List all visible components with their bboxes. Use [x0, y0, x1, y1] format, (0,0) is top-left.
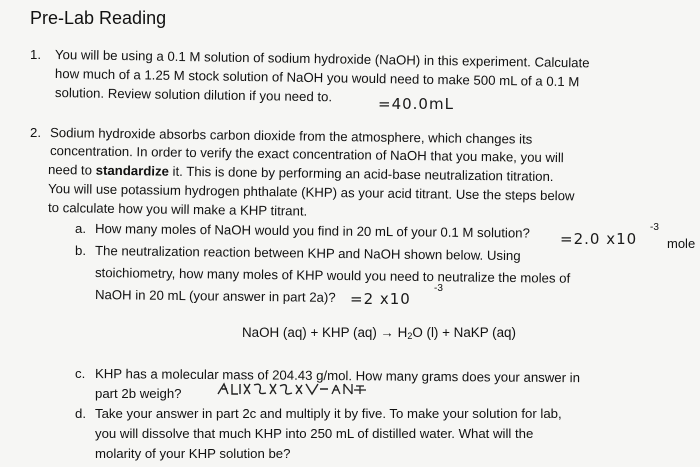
q2-line-3-start: need to — [47, 162, 96, 178]
q2-line-5: to calculate how you will make a KHP titrant. — [47, 200, 308, 219]
reaction-equation — [242, 325, 516, 341]
q2-number: 2. — [30, 125, 41, 140]
q2b-handwritten-answer: =2 x10 — [350, 290, 411, 308]
q2d-line-2: you will dissolve that much KHP into 250 mL of distilled water. What will the — [95, 426, 534, 441]
q2a-answer-exponent: -3 — [650, 222, 659, 233]
q2b-line-1: The neutralization reaction between KHP and NaOH shown below. Using — [94, 243, 521, 264]
q2a-answer-unit: mole — [667, 236, 696, 251]
q2a-letter: a. — [75, 221, 86, 236]
q2c-letter: c. — [75, 366, 86, 381]
page-title: Pre-Lab Reading — [30, 8, 167, 28]
q2c-line-2: part 2b weigh? — [95, 386, 182, 401]
q2a-handwritten-answer: =2.0 x10 — [560, 230, 638, 248]
q2-line-3 — [48, 163, 554, 183]
q2d-line-1: Take your answer in part 2c and multiply it by five. To make your solution for lab, — [95, 406, 562, 421]
q1-line-2: how much of a 1.25 M stock solution of NaOH you would need to make 500 mL of a 0.1 M — [54, 66, 580, 90]
equation-reactants: NaOH (aq) + KHP (aq) — [242, 325, 381, 340]
q2b-line-2: stoichiometry, how many moles of KHP would you need to neutralize the moles of — [94, 265, 571, 286]
equation-water-subscript: 2 — [407, 331, 413, 341]
q1-line-1: You will be using a 0.1 M solution of sodium hydroxide (NaOH) in this experiment. Calculate — [54, 47, 590, 71]
q2-line-3-end: it. This is done by performing an acid-base neutralization titration. — [168, 163, 554, 185]
q1-handwritten-answer: =40.0mL — [378, 95, 454, 113]
equation-water-h: H — [393, 325, 408, 340]
q2c-line-1: KHP has a molecular mass of 204.43 g/mol. How many grams does your answer in — [94, 366, 581, 386]
q2b-letter: b. — [75, 243, 86, 258]
equation-arrow: → — [380, 325, 394, 340]
q2b-answer-exponent: -3 — [434, 283, 443, 294]
q2-standardize-term: standardize — [95, 162, 170, 179]
q2d-letter: d. — [75, 406, 86, 421]
q1-number: 1. — [30, 47, 41, 62]
q2-line-2: concentration. In order to verify the exact concentration of NaOH that you make, you will — [49, 143, 564, 166]
q2d-line-3: molarity of your KHP solution be? — [95, 446, 291, 461]
q2b-line-3: NaOH in 20 mL (your answer in part 2a)? — [94, 287, 336, 305]
q2-line-4: You will use potassium hydrogen phthalate (KHP) as your acid titrant. Use the steps below — [47, 181, 575, 204]
q1-line-3: solution. Review solution dilution if you need to. — [54, 85, 333, 105]
equation-products: O (l) + NaKP (aq) — [412, 325, 516, 340]
crossed-out-scribble — [214, 380, 474, 400]
q2-line-1: Sodium hydroxide absorbs carbon dioxide from the atmosphere, which changes its — [49, 125, 533, 147]
q2a-question: How many moles of NaOH would you find in 20 mL of your 0.1 M solution? — [94, 221, 530, 241]
